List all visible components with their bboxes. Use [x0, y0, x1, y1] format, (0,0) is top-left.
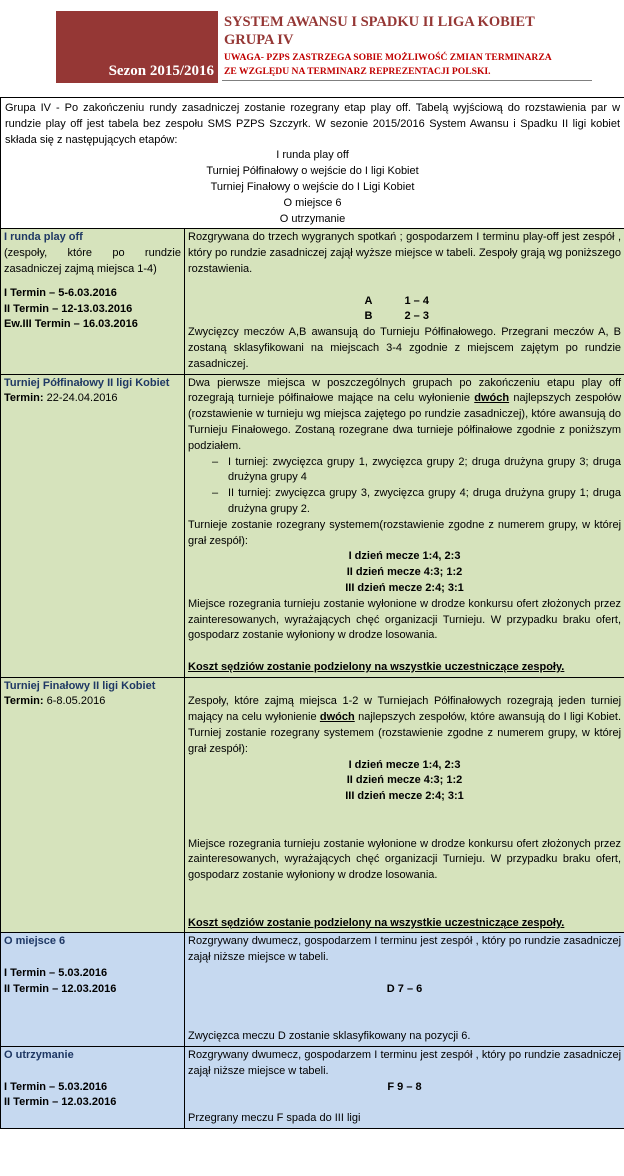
place6-desc-cell [185, 933, 624, 1047]
playoff-title: I runda play off [4, 231, 83, 244]
semifinal-cost-note: Koszt sędziów zostanie podzielony na wszystkie uczestniczące zespoły. [188, 660, 565, 673]
warning-line-2: ZE WZGLĘDU NA TERMINARZ REPREZENTACJI POLSKI. [224, 66, 491, 77]
relegation-description: Rozgrywany dwumecz, gospodarzem I terminu jest zespół , który po rundzie zasadniczej zajął niższe miejsce w tabeli. [188, 1049, 622, 1077]
schedule-day: III dzień mecze 2:4; 3:1 [345, 790, 464, 803]
semifinal-info-cell [1, 374, 185, 677]
season-label: Sezon 2015/2016 [108, 63, 214, 79]
playoff-subtitle: (zespoły, które po rundzie zasadniczej zajmą miejsca 1-4) [4, 247, 181, 275]
place6-result: Zwycięzca meczu D zostanie sklasyfikowany na pozycji 6. [188, 1030, 471, 1043]
place6-term: II Termin – 12.03.2016 [4, 982, 117, 995]
stage-item: Turniej Półfinałowy o wejście do I ligi Kobiet [206, 165, 419, 178]
schedule-day: I dzień mecze 1:4, 2:3 [348, 550, 461, 563]
relegation-match: F 9 – 8 [387, 1080, 422, 1093]
schedule-day: II dzień mecze 4:3; 1:2 [346, 566, 463, 579]
schedule-day: II dzień mecze 4:3; 1:2 [346, 774, 463, 787]
relegation-title: O utrzymanie [4, 1049, 74, 1062]
bracket-item: – I turniej: zwycięzca grupy 1, zwycięzca grupy 2; druga drużyna grupy 3; druga drużyna grupy 4 [212, 455, 621, 487]
schedule-day: I dzień mecze 1:4, 2:3 [348, 758, 461, 771]
pair-match: 1 – 4 [404, 294, 429, 307]
pair-label: A [364, 294, 373, 307]
pair-row [188, 309, 621, 325]
header-divider [222, 80, 592, 81]
final-venue: Miejsce rozegrania turnieju zostanie wyłonione w drodze konkursu ofert złożonych przez zainteresowanych, wyrażających chęć organizacji Turnieju. W przypadku braku ofert, gospodarz zostanie wyłoniony w drodze losowania. [188, 837, 622, 882]
playoff-desc-cell [185, 229, 624, 374]
playoff-term: Ew.III Termin – 16.03.2016 [4, 318, 138, 331]
final-term-label: Termin: [4, 695, 44, 708]
relegation-result: Przegrany meczu F spada do III ligi [188, 1112, 361, 1125]
semifinal-bracket-list [188, 455, 621, 518]
emphasis-two: dwóch [319, 711, 355, 724]
final-desc-cell [185, 677, 624, 933]
relegation-desc-cell [185, 1047, 624, 1129]
stage-item: I runda play off [276, 149, 349, 162]
schedule-day: III dzień mecze 2:4; 3:1 [345, 581, 464, 594]
group-title: GRUPA IV [224, 32, 294, 48]
playoff-term: II Termin – 12-13.03.2016 [4, 302, 133, 315]
semifinal-system: Turnieje zostanie rozegrany systemem(rozstawienie zgodne z numerem grupy, w której grał zespół): [188, 518, 622, 547]
relegation-term: I Termin – 5.03.2016 [4, 1080, 108, 1093]
semifinal-row [1, 374, 624, 677]
pair-match: 2 – 3 [404, 310, 429, 323]
relegation-row [1, 1047, 624, 1129]
playoff-result: Zwycięzcy meczów A,B awansują do Turnieju Półfinałowego. Przegrani meczów A, B zostaną sklasyfikowani na miejscach 3-4 zgodnie z miejscem zajętym po rundzie zasadniczej. [188, 326, 622, 370]
playoff-term: I Termin – 5-6.03.2016 [4, 286, 117, 299]
relegation-info-cell [1, 1047, 185, 1129]
intro-cell [1, 98, 624, 229]
pair-row [188, 294, 621, 310]
place6-row [1, 933, 624, 1047]
place6-description: Rozgrywany dwumecz, gospodarzem I terminu jest zespół , który po rundzie zasadniczej zajął niższe miejsce w tabeli. [188, 935, 622, 964]
place6-term: I Termin – 5.03.2016 [4, 967, 108, 980]
stage-item: Turniej Finałowy o wejście do I Ligi Kobiet [210, 180, 415, 193]
intro-row [1, 98, 624, 229]
final-description: Zespoły, które zajmą miejsca 1-2 w Turniejach Półfinałowych rozegrają jeden turniej mający na celu wyłonienie dwóch najlepszych zespołów, które awansują do I ligi Kobiet. Turniej zostanie rozegrany systemem (rozstawienie zgodne z numerem grupy, w której grał zespół): [188, 695, 622, 755]
rules-table [0, 97, 624, 1129]
document-title: SYSTEM AWANSU I SPADKU II LIGA KOBIET [224, 14, 535, 30]
semifinal-description: Dwa pierwsze miejsca w poszczególnych grupach po zakończeniu etapu play off rozegrają turnieje półfinałowe mające na celu wyłonienie dwóch najlepszych zespołów (rozstawienie w turnieju wg miejsca zajętego po rundzie zasadniczej), które awansują do Turnieju Finałowego. Zostaną rozegrane dwa turnieje półfinałowe zgodnie z poniższym podziałem. [188, 376, 622, 452]
final-row [1, 677, 624, 933]
playoff-description: Rozgrywana do trzech wygranych spotkań ; gospodarzem I terminu play-off jest zespół , który po rundzie zasadniczej zajął wyższe miejsce w tabeli. Zespoły grają wg poniższego rozstawienia. [188, 231, 622, 275]
stage-item: O utrzymanie [279, 212, 346, 225]
final-term-value: 6-8.05.2016 [46, 695, 106, 708]
season-banner [56, 11, 218, 83]
emphasis-two: dwóch [474, 392, 510, 405]
intro-paragraph: Grupa IV - Po zakończeniu rundy zasadniczej zostanie rozegrany etap play off. Tabelą wyjściową do rozstawienia par w rundzie play off jest tabela bez zespołu SMS PZPS Szczyrk. W sezonie 2015/2016 System Awansu i Spadku II ligi kobiet składa się z następujących etapów: [5, 102, 621, 146]
relegation-term: II Termin – 12.03.2016 [4, 1096, 117, 1109]
pair-label: B [364, 310, 373, 323]
playoff-info-cell [1, 229, 185, 374]
bracket-item: – II turniej: zwycięzca grupy 3, zwycięzca grupy 4; druga drużyna grupy 1; druga drużyna grupy 2. [212, 486, 621, 518]
final-cost-note: Koszt sędziów zostanie podzielony na wszystkie uczestniczące zespoły. [188, 916, 565, 929]
semifinal-venue: Miejsce rozegrania turnieju zostanie wyłonione w drodze konkursu ofert złożonych przez zainteresowanych, wyrażających chęć organizacji Turnieju. W przypadku braku ofert, gospodarz zostanie wyłoniony w drodze losowania. [188, 597, 622, 642]
semifinal-desc-cell [185, 374, 624, 677]
stage-item: O miejsce 6 [283, 196, 342, 209]
warning-line-1: UWAGA- PZPS ZASTRZEGA SOBIE MOŻLIWOŚĆ ZMIAN TERMINARZA [224, 52, 552, 63]
final-info-cell [1, 677, 185, 933]
playoff-row [1, 229, 624, 374]
final-title: Turniej Finałowy II ligi Kobiet [4, 679, 156, 692]
place6-info-cell [1, 933, 185, 1047]
semifinal-term-value: 22-24.04.2016 [46, 392, 118, 405]
semifinal-title: Turniej Półfinałowy II ligi Kobiet [4, 376, 170, 389]
place6-title: O miejsce 6 [4, 935, 66, 948]
place6-match: D 7 – 6 [386, 982, 423, 995]
document-header [0, 0, 624, 96]
semifinal-term-label: Termin: [4, 392, 44, 405]
